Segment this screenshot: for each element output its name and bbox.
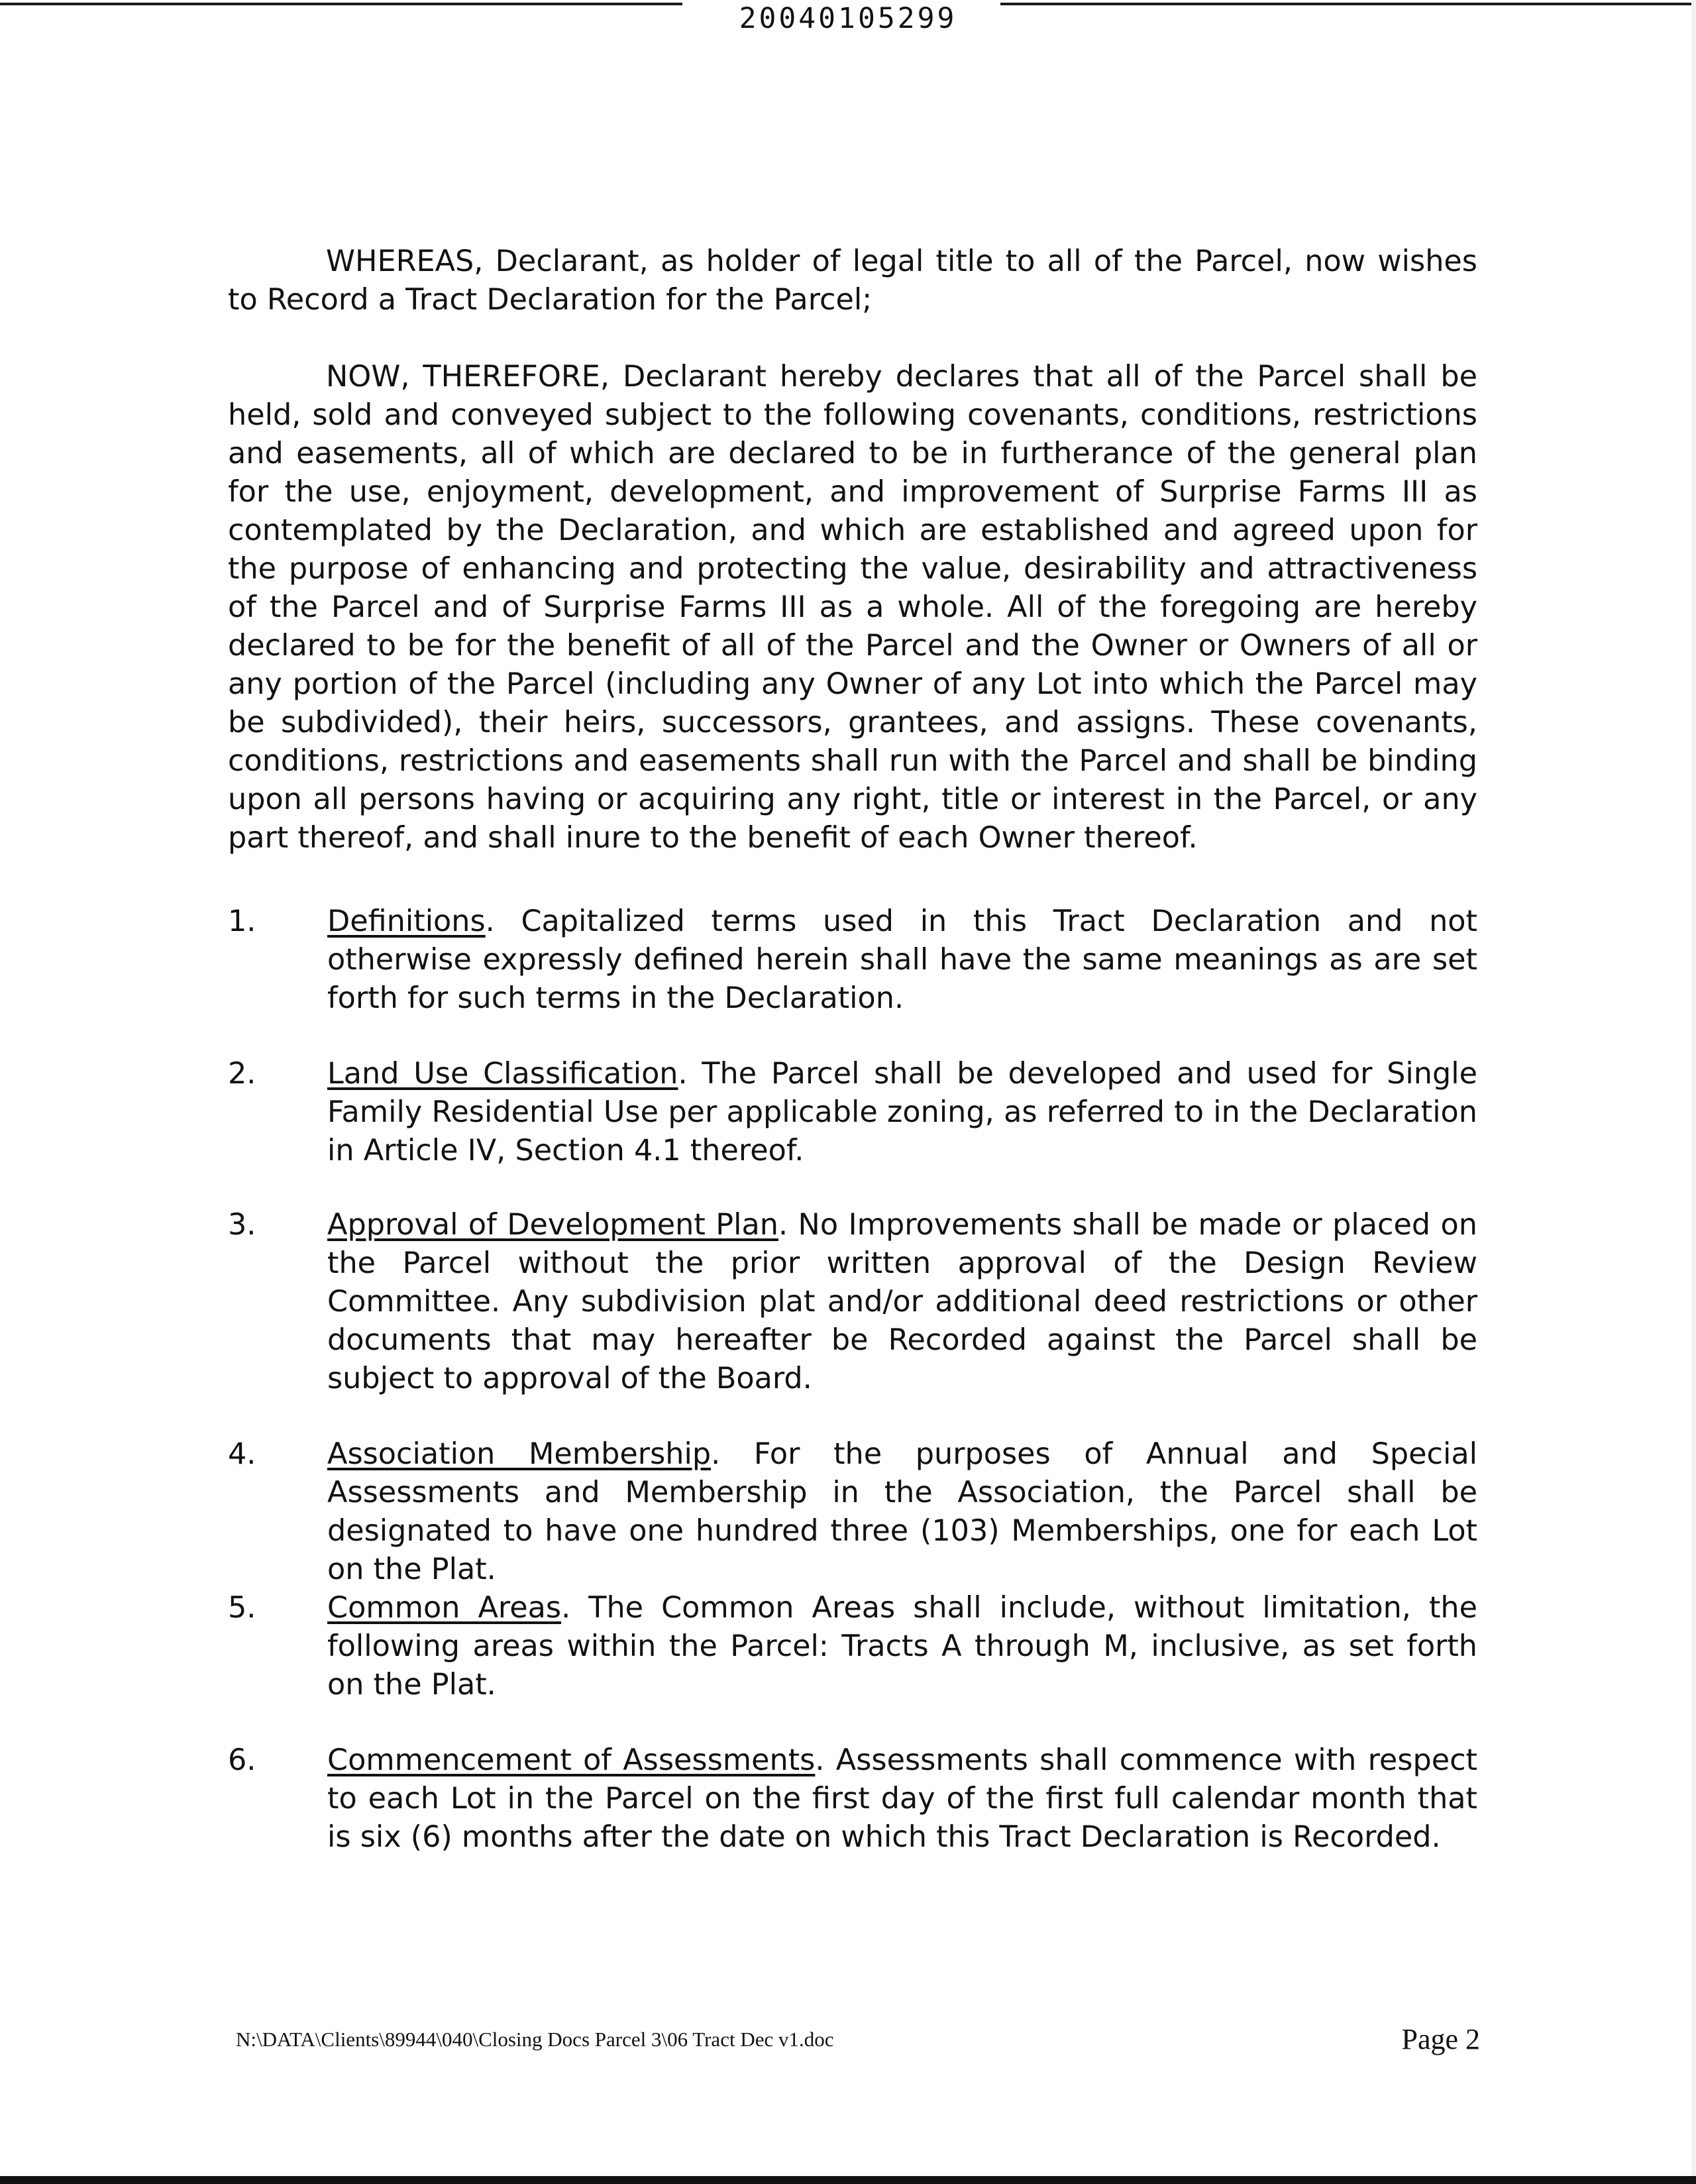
footer-page-number: Page 2 xyxy=(1401,2023,1480,2055)
section-heading: Definitions xyxy=(327,904,486,938)
section-body xyxy=(327,1589,1477,1704)
section-text: . The Parcel shall be developed and used for Single Family Residential Use per applicable zoning, as referred to in the Declaration in Article IV, Section 4.1 thereof. xyxy=(327,1057,1477,1168)
recording-number: 20040105299 xyxy=(739,2,957,35)
section-text: . Assessments shall commence with respect to each Lot in the Parcel on the first day of the first full calendar month that is six (6) months after the date on which this Tract Declaration is Recorded. xyxy=(327,1743,1477,1854)
footer-file-path: N:\DATA\Clients\89944\040\Closing Docs Parcel 3\06 Tract Dec v1.doc xyxy=(236,2028,834,2051)
section-text: . For the purposes of Annual and Special Assessments and Membership in the Association, the Parcel shall be designated to have one hundred three (103) Memberships, one for each Lot on the Plat. xyxy=(327,1437,1477,1586)
section-body xyxy=(327,1055,1477,1170)
section-body xyxy=(327,1741,1477,1857)
section-heading: Association Membership xyxy=(327,1437,712,1471)
section-number: 4. xyxy=(228,1437,256,1471)
scan-bottom-edge xyxy=(0,2176,1696,2184)
section-number: 2. xyxy=(228,1057,256,1091)
section-heading: Approval of Development Plan xyxy=(327,1208,778,1242)
section-body xyxy=(327,1206,1477,1398)
section-heading: Land Use Classification xyxy=(327,1057,678,1091)
section-number: 1. xyxy=(228,904,256,938)
section-text: . Capitalized terms used in this Tract Declaration and not otherwise expressly defined herein shall have the same meanings as are set forth for such terms in the Declaration. xyxy=(327,904,1477,1015)
section-number: 6. xyxy=(228,1743,256,1777)
section-text: . The Common Areas shall include, without limitation, the following areas within the Parcel: Tracts A through M, inclusive, as set forth on the Plat. xyxy=(327,1591,1478,1702)
section-heading: Commencement of Assessments xyxy=(327,1743,816,1777)
section-number: 5. xyxy=(228,1591,256,1625)
scan-right-edge xyxy=(1691,0,1696,2184)
section-body xyxy=(327,902,1477,1018)
section-body xyxy=(327,1435,1477,1589)
header-rule-right xyxy=(1000,3,1696,5)
section-text: . No Improvements shall be made or placed on the Parcel without the prior written approval of the Design Review Committee. Any subdivision plat and/or additional deed restrictions or other documents that may hereafter be Recorded against the Parcel shall be subject to approval of the Board. xyxy=(327,1208,1477,1395)
header-rule-left xyxy=(0,3,682,5)
now-therefore-paragraph: NOW, THEREFORE, Declarant hereby declares that all of the Parcel shall be held, sold and conveyed subject to the following covenants, conditions, restrictions and easements, all of which are declared to be in furtherance of the general plan for the use, enjoyment, development, and improvement of Surprise Farms III as contemplated by the Declaration, and which are established and agreed upon for the purpose of enhancing and protecting the value, desirability and attractiveness of the Parcel and of Surprise Farms III as a whole. All of the foregoing are hereby declared to be for the benefit of all of the Parcel and the Owner or Owners of all or any portion of the Parcel (including any Owner of any Lot into which the Parcel may be subdivided), their heirs, successors, grantees, and assigns. These covenants, conditions, restrictions and easements shall run with the Parcel and shall be binding upon all persons having or acquiring any right, title or interest in the Parcel, or any part thereof, and shall inure to the benefit of each Owner thereof. xyxy=(228,360,1477,855)
section-heading: Common Areas xyxy=(327,1591,562,1625)
section-number: 3. xyxy=(228,1208,256,1242)
whereas-paragraph: WHEREAS, Declarant, as holder of legal title to all of the Parcel, now wishes to Record a Tract Declaration for the Parcel; xyxy=(228,245,1477,317)
